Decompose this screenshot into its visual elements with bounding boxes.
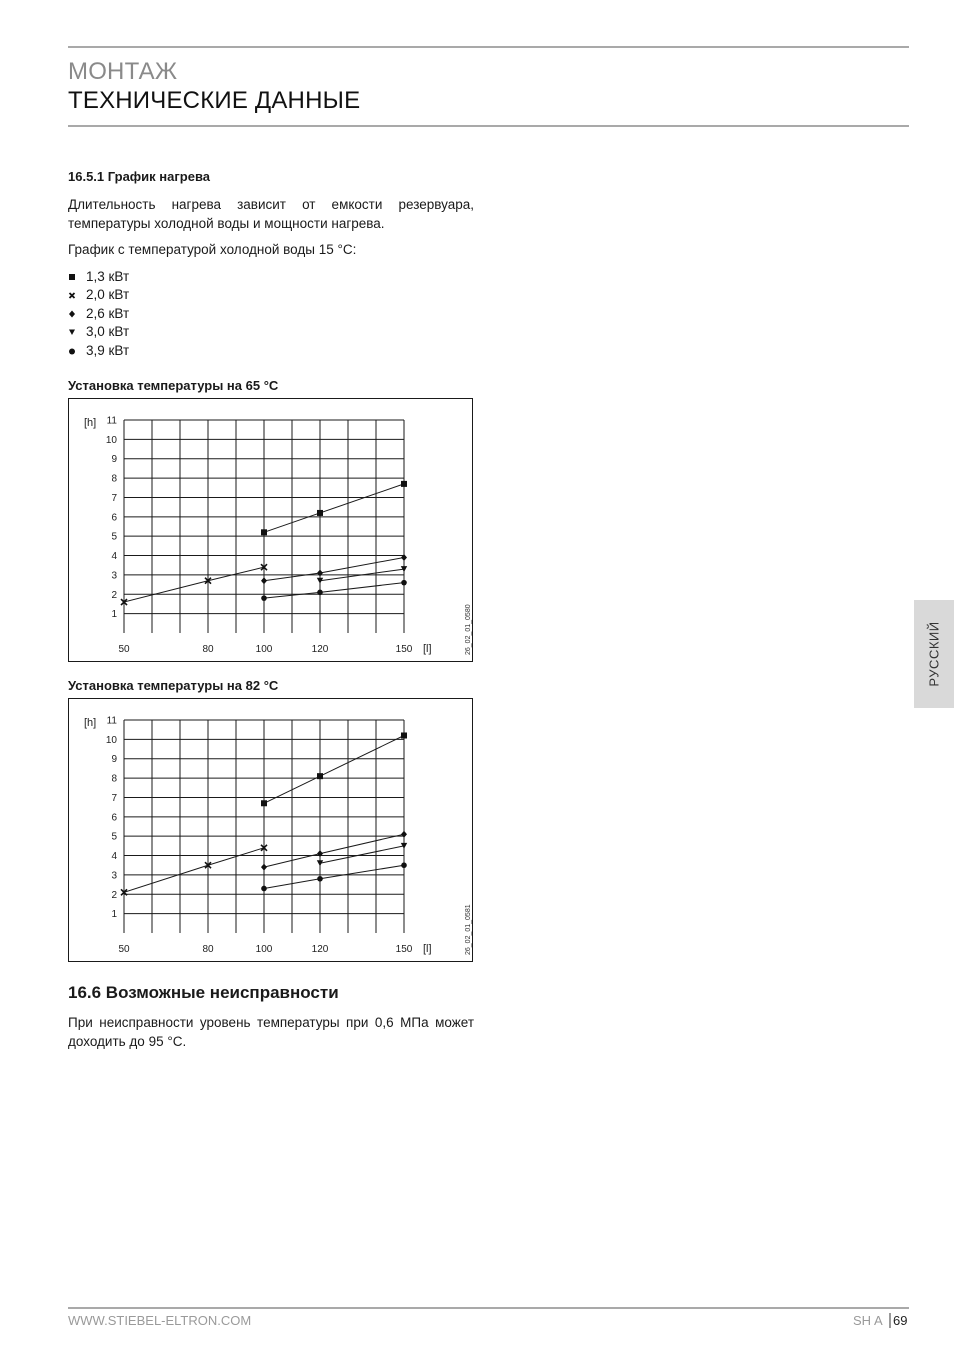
- chart-82: [69, 699, 474, 963]
- series-line: [264, 557, 404, 580]
- y-tick-label: 11: [106, 415, 117, 427]
- series-triangle-down: [317, 843, 407, 866]
- circle-marker-icon: [68, 342, 78, 360]
- chart-65-xlabel: [l]: [423, 643, 432, 655]
- y-tick-label: 4: [111, 551, 117, 563]
- series-line: [264, 865, 404, 888]
- y-tick-label: 3: [111, 570, 117, 582]
- y-tick-label: 9: [111, 454, 117, 466]
- x-tick-label: 50: [118, 644, 130, 655]
- footer-website: WWW.STIEBEL-ELTRON.COM: [68, 1313, 252, 1328]
- y-tick-label: 7: [111, 792, 117, 804]
- y-tick-label: 1: [111, 909, 117, 921]
- chart-82-frame: [68, 698, 473, 962]
- footer-document-code: SH A: [853, 1313, 883, 1328]
- square-marker: [261, 800, 267, 806]
- circle-marker: [261, 886, 267, 892]
- y-tick-label: 10: [105, 734, 117, 746]
- y-tick-label: 9: [111, 754, 117, 766]
- chart-82-ylabel: [h]: [84, 717, 97, 729]
- y-tick-label: 10: [105, 434, 117, 446]
- legend-item: [68, 286, 129, 304]
- series-line: [124, 567, 264, 602]
- circle-marker: [401, 580, 407, 586]
- chart-65-code: 26_02_01_0580: [465, 604, 472, 655]
- y-tick-label: 7: [111, 492, 117, 504]
- x-tick-label: 100: [255, 644, 273, 655]
- legend-item: [68, 342, 129, 360]
- legend-label: 3,9 кВт: [86, 342, 130, 358]
- square-marker-icon: [68, 268, 78, 286]
- square-marker: [261, 529, 267, 535]
- legend-item: [68, 323, 129, 341]
- series-diamond: [261, 554, 407, 584]
- square-marker: [317, 773, 323, 779]
- square-marker: [401, 732, 407, 738]
- cold-water-note: График с температурой холодной воды 15 °C:: [68, 242, 357, 257]
- cross-marker-icon: [68, 286, 78, 304]
- power-legend: [68, 268, 129, 360]
- diamond-marker: [401, 554, 407, 561]
- y-tick-label: 3: [111, 870, 117, 882]
- series-square: [261, 481, 407, 535]
- legend-label: 1,3 кВт: [86, 269, 130, 284]
- x-tick-label: 80: [202, 944, 214, 955]
- series-line: [264, 484, 404, 532]
- footer-page-number: 69: [893, 1313, 908, 1328]
- footer-rule: [68, 1307, 909, 1309]
- chart-65: [69, 399, 474, 663]
- y-tick-label: 5: [111, 831, 117, 843]
- square-marker: [317, 510, 323, 516]
- chart-82-caption: Установка температуры на 82 °C: [68, 678, 279, 693]
- circle-marker: [261, 595, 267, 601]
- y-tick-label: 1: [111, 609, 117, 621]
- series-line: [264, 583, 404, 598]
- series-circle: [261, 580, 407, 601]
- y-tick-label: 8: [111, 473, 117, 485]
- x-tick-label: 50: [118, 944, 130, 955]
- circle-marker: [317, 876, 323, 882]
- y-tick-label: 6: [111, 812, 117, 824]
- diamond-marker: [261, 577, 267, 584]
- series-line: [320, 846, 404, 863]
- x-tick-label: 80: [202, 644, 214, 655]
- series-cross: [121, 845, 267, 896]
- heating-graph-heading: 16.5.1 График нагрева: [68, 169, 211, 184]
- chart-65-caption: Установка температуры на 65 °C: [68, 378, 279, 393]
- section-title: МОНТАЖ: [68, 58, 178, 85]
- series-circle: [261, 862, 407, 891]
- x-tick-label: 100: [255, 944, 273, 955]
- chart-grid: [124, 420, 404, 633]
- diamond-marker: [317, 569, 323, 576]
- legend-label: 3,0 кВт: [86, 324, 130, 340]
- y-tick-label: 8: [111, 773, 117, 785]
- y-tick-label: 2: [111, 889, 117, 901]
- y-tick-label: 4: [111, 851, 117, 863]
- series-cross: [121, 564, 267, 605]
- legend-item: [68, 268, 129, 286]
- x-tick-label: 150: [395, 944, 413, 955]
- diamond-marker: [401, 831, 407, 838]
- square-marker: [401, 481, 407, 487]
- faults-heading: 16.6 Возможные неисправности: [68, 983, 339, 1002]
- diamond-marker: [317, 850, 323, 857]
- series-line: [124, 848, 264, 893]
- chart-82-code: 26_02_01_0581: [465, 904, 472, 955]
- triangle-down-marker-icon: [68, 323, 78, 341]
- chart-65-frame: [68, 398, 473, 662]
- legend-label: 2,6 кВт: [86, 305, 130, 321]
- series-square: [261, 732, 407, 806]
- y-tick-label: 6: [111, 512, 117, 524]
- diamond-marker-icon: [68, 305, 78, 323]
- x-tick-label: 150: [395, 644, 413, 655]
- header-top-rule: [68, 46, 909, 48]
- faults-text: При неисправности уровень температуры при 0,6 МПа может доходить до 95 °C.: [68, 1015, 474, 1049]
- series-line: [264, 735, 404, 803]
- language-side-tab: [914, 600, 954, 708]
- circle-marker: [401, 862, 407, 868]
- x-tick-label: 120: [311, 944, 329, 955]
- y-tick-label: 2: [111, 589, 117, 601]
- language-label: РУССКИЙ: [926, 621, 942, 687]
- heating-graph-intro: Длительность нагрева зависит от емкости резервуара, температуры холодной воды и мощности нагрева.: [68, 197, 474, 231]
- subsection-title: ТЕХНИЧЕСКИЕ ДАННЫЕ: [68, 87, 361, 114]
- y-tick-label: 11: [106, 715, 117, 727]
- circle-marker: [317, 590, 323, 596]
- legend-item: [68, 305, 129, 323]
- y-tick-label: 5: [111, 531, 117, 543]
- series-diamond: [261, 831, 407, 871]
- header-bottom-rule: [68, 125, 909, 127]
- chart-grid: [124, 720, 404, 933]
- diamond-marker: [261, 864, 267, 871]
- x-tick-label: 120: [311, 644, 329, 655]
- chart-65-ylabel: [h]: [84, 417, 97, 429]
- legend-label: 2,0 кВт: [86, 287, 130, 303]
- footer-separator: [889, 1313, 891, 1328]
- chart-82-xlabel: [l]: [423, 943, 432, 955]
